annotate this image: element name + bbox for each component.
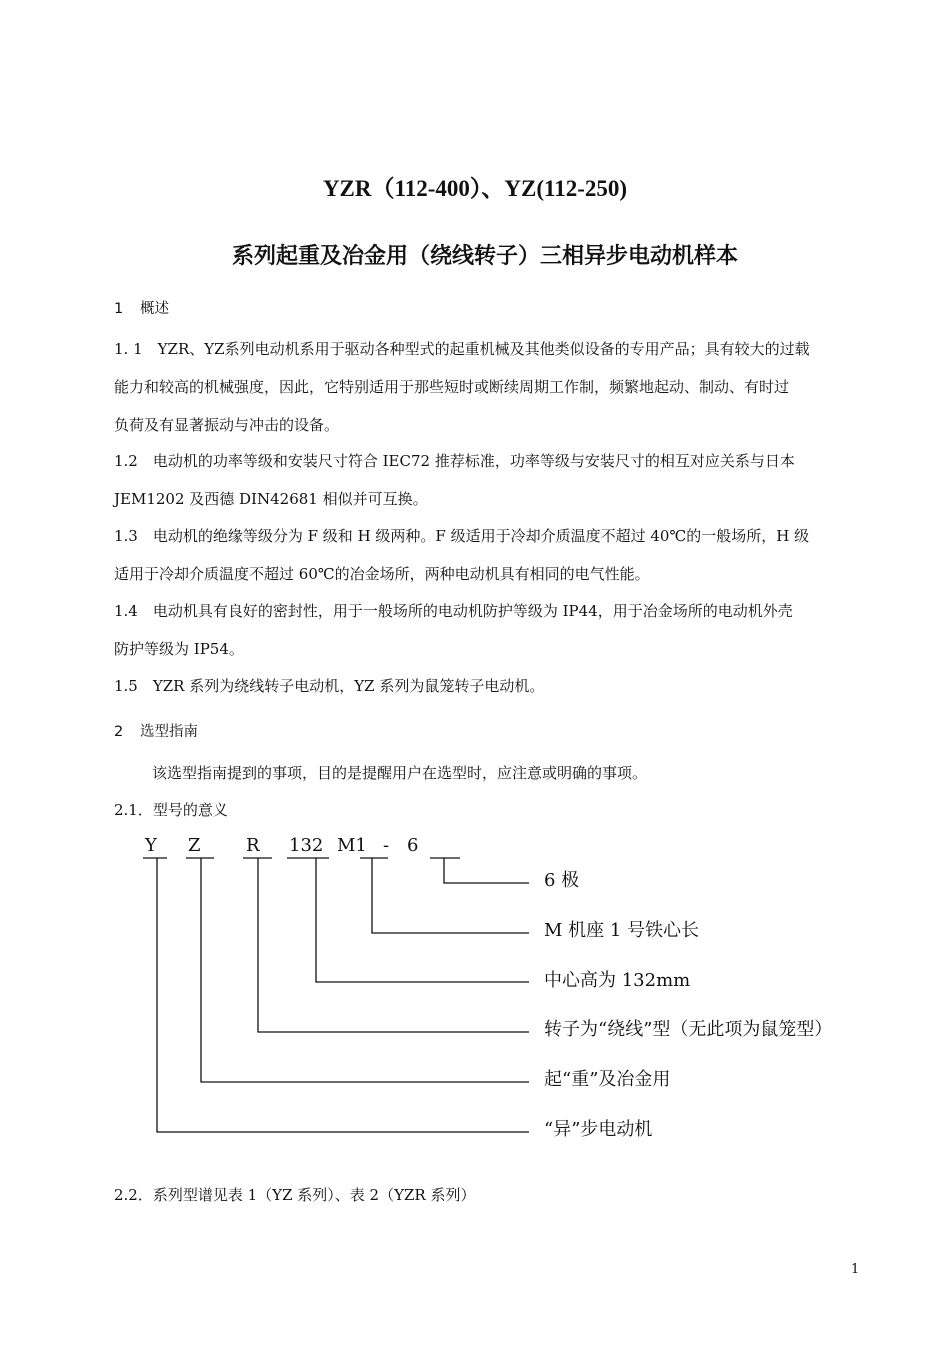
- section-title: 概述: [140, 301, 169, 317]
- meaning-crane: 起“重”及冶金用: [544, 1069, 671, 1090]
- paragraph-line: 1. 1 YZR、YZ系列电动机系用于驱动各种型式的起重机械及其他类似设备的专用产品；具有较大的过载: [114, 340, 810, 358]
- model-code-part-height: 132: [289, 835, 324, 856]
- leader-rotor: [258, 858, 529, 1032]
- document-title-line2: 系列起重及冶金用（绕线转子）三相异步电动机样本: [231, 244, 738, 269]
- paragraph-line: 能力和较高的机械强度，因此，它特别适用于那些短时或断续周期工作制，频繁地起动、制动、有时过: [114, 378, 790, 396]
- subsection-2-2: 2.2．系列型谱见表 1（YZ 系列）、表 2（YZR 系列）: [114, 1186, 476, 1204]
- paragraph-line: 1.2 电动机的功率等级和安装尺寸符合 IEC72 推荐标准，功率等级与安装尺寸的相互对应关系与日本: [114, 452, 795, 470]
- subsection-2-1: 2.1．型号的意义: [114, 801, 228, 819]
- section-title: 选型指南: [140, 724, 198, 740]
- paragraph-line: 负荷及有显著振动与冲击的设备。: [114, 416, 340, 434]
- leader-height: [316, 858, 529, 982]
- model-code-part-y: Y: [145, 835, 157, 856]
- meaning-async: “异”步电动机: [544, 1119, 653, 1140]
- model-code-part-poles: 6: [407, 835, 419, 856]
- leader-frame: [372, 858, 529, 933]
- leader-async: [157, 858, 529, 1132]
- paragraph-line: 1.3 电动机的绝缘等级分为 F 级和 H 级两种。F 级适用于冷却介质温度不超过 40℃的一般场所，H 级: [114, 527, 810, 545]
- leader-poles: [444, 858, 529, 883]
- leader-crane: [201, 858, 529, 1082]
- paragraph-line: 防护等级为 IP54。: [114, 640, 244, 658]
- model-code-part-r: R: [246, 835, 260, 856]
- meaning-center-height: 中心高为 132mm: [544, 970, 691, 991]
- selection-guide-intro: 该选型指南提到的事项，目的是提醒用户在选型时，应注意或明确的事项。: [152, 764, 648, 782]
- model-code-part-z: Z: [188, 835, 201, 856]
- paragraph-line: 适用于冷却介质温度不超过 60℃的冶金场所，两种电动机具有相同的电气性能。: [114, 565, 650, 583]
- page-number: 1: [851, 1262, 860, 1277]
- model-code-part-frame: M1: [337, 835, 367, 856]
- paragraph-line: 1.4 电动机具有良好的密封性，用于一般场所的电动机防护等级为 IP44，用于冶金场所的电动机外壳: [114, 602, 793, 620]
- document-title-line1: YZR（112-400）、YZ(112-250): [322, 176, 628, 201]
- section-number: 2: [114, 724, 124, 740]
- meaning-poles: 6 极: [544, 870, 580, 891]
- section-number: 1: [114, 301, 124, 317]
- meaning-rotor: 转子为“绕线”型（无此项为鼠笼型）: [544, 1019, 833, 1040]
- meaning-frame: M 机座 1 号铁心长: [544, 920, 700, 941]
- paragraph-1-5: 1.5 YZR 系列为绕线转子电动机，YZ 系列为鼠笼转子电动机。: [114, 677, 545, 695]
- paragraph-line: JEM1202 及西德 DIN42681 相似并可互换。: [114, 490, 428, 508]
- model-code-part-dash: -: [383, 835, 390, 856]
